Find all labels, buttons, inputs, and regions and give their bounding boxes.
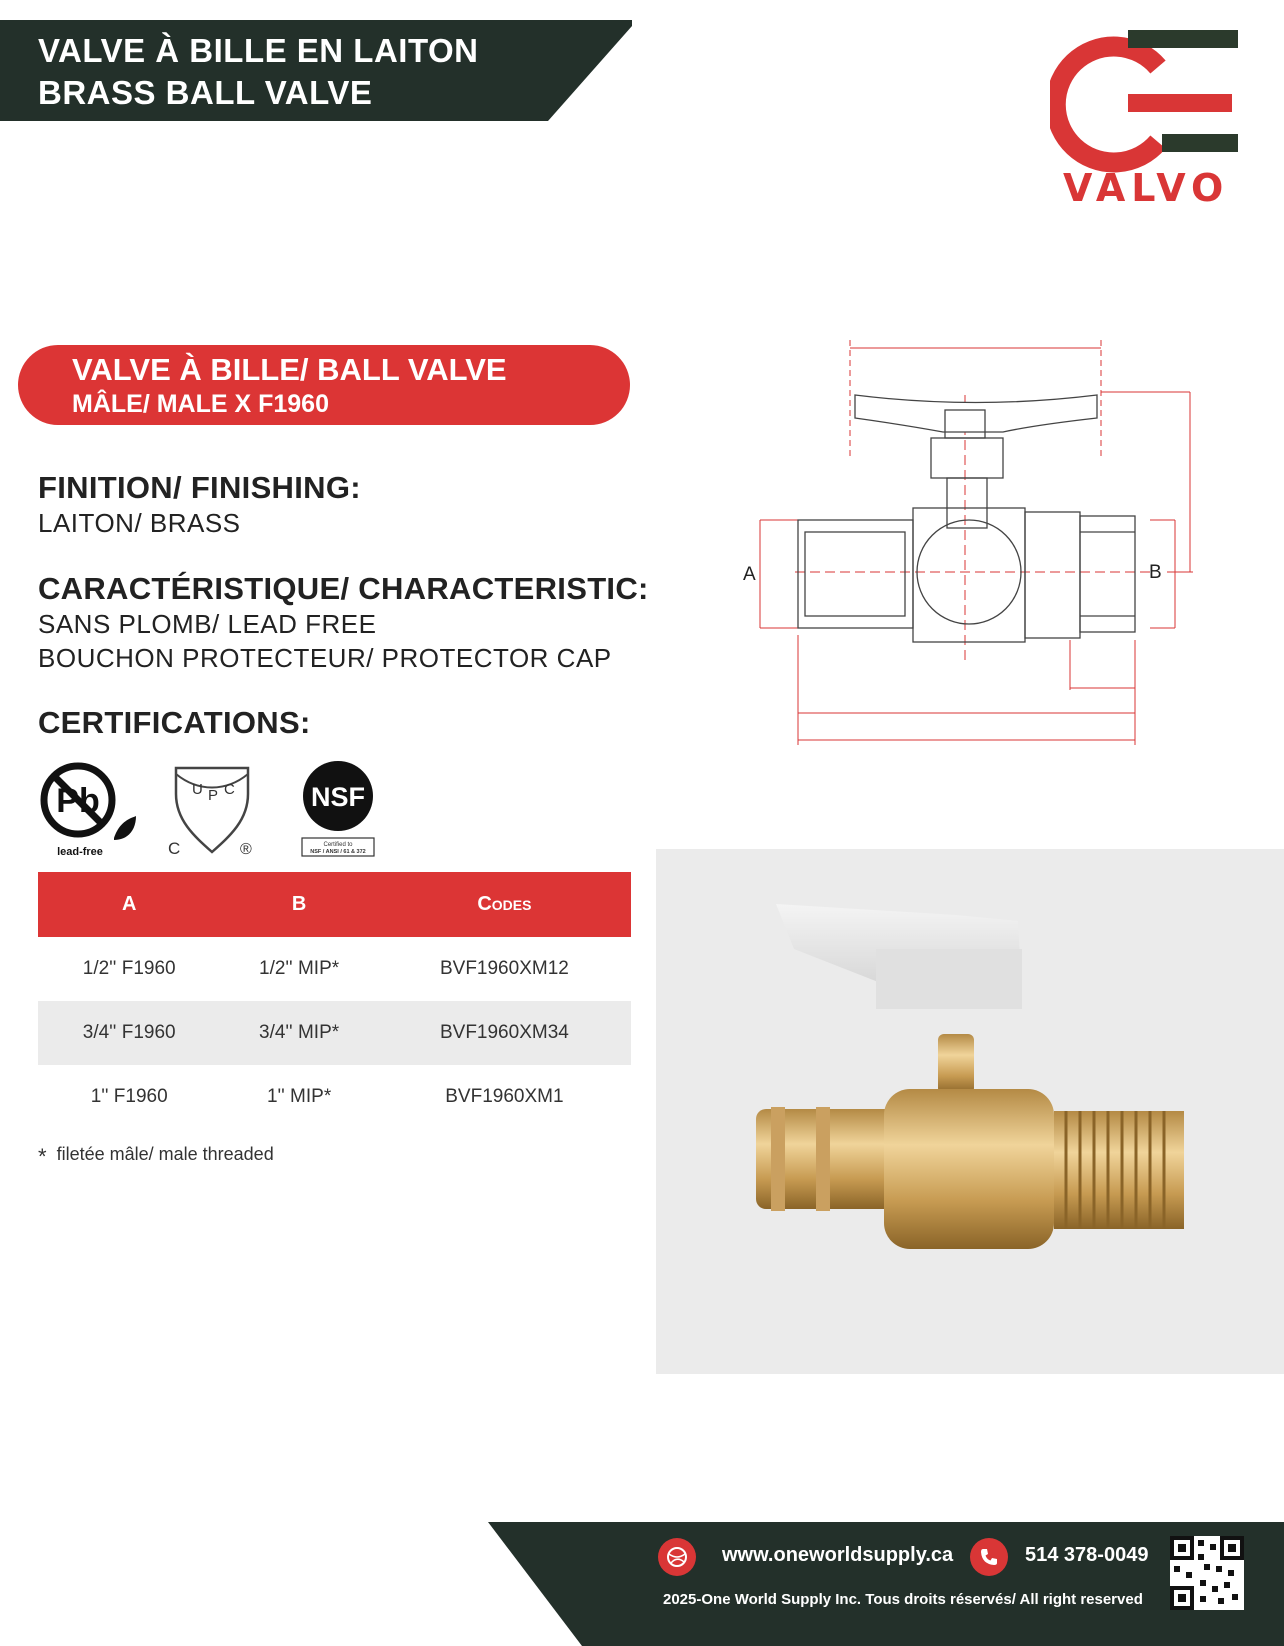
characteristic-value-2: BOUCHON PROTECTEUR/ PROTECTOR CAP [38, 643, 612, 673]
upc-r: ® [240, 841, 252, 858]
upc-letter-c: C [224, 781, 235, 798]
certifications-section [38, 705, 311, 741]
table-row [38, 1065, 631, 1129]
col-codes-header: Codes [378, 872, 631, 937]
product-photo [656, 849, 1284, 1374]
col-b-header: B [220, 872, 377, 937]
ball-valve-image [656, 849, 1284, 1374]
finishing-value: LAITON/ BRASS [38, 508, 241, 538]
cell-code: BVF1960XM1 [445, 1086, 564, 1107]
upc-icon [168, 764, 258, 860]
col-a-header: A [38, 872, 220, 937]
product-line1: VALVE À BILLE/ BALL VALVE [72, 352, 507, 387]
nsf-icon [298, 760, 378, 860]
title-fr: VALVE À BILLE EN LAITON [38, 32, 479, 69]
lead-free-icon [36, 760, 142, 860]
footnote [38, 1144, 274, 1170]
phone-icon [970, 1538, 1008, 1576]
cell-a: 1/2'' F1960 [82, 958, 176, 979]
cell-code: BVF1960XM12 [439, 958, 569, 979]
cell-code: BVF1960XM34 [378, 1001, 631, 1065]
logo-text: VALVO [1063, 166, 1230, 210]
spec-table [38, 872, 631, 1129]
title-en: BRASS BALL VALVE [38, 74, 373, 111]
footer [488, 1522, 1284, 1646]
upc-c: C [168, 839, 181, 858]
product-line2: MÂLE/ MALE X F1960 [72, 390, 329, 418]
globe-icon [658, 1538, 696, 1576]
header-banner [0, 20, 632, 121]
characteristic-value-1: SANS PLOMB/ LEAD FREE [38, 609, 377, 639]
product-pill [18, 345, 630, 425]
cell-b: 1'' MIP* [266, 1086, 332, 1107]
nsf-mark: NSF [311, 782, 365, 812]
lead-free-label: lead-free [57, 846, 103, 858]
finishing-heading: FINITION/ FINISHING: [38, 470, 361, 505]
certifications-heading: CERTIFICATIONS: [38, 705, 311, 740]
footnote-star: * [38, 1144, 47, 1169]
table-row [38, 1001, 631, 1065]
upc-letter-u: U [192, 781, 203, 798]
footnote-text: filetée mâle/ male threaded [56, 1144, 274, 1164]
drawing-label-a: A [743, 564, 756, 585]
page-title [38, 30, 479, 114]
table-header-row [38, 872, 631, 937]
nsf-line2: NSF / ANSI / 61 & 372 [310, 849, 366, 855]
cell-a: 3/4'' F1960 [38, 1001, 220, 1065]
qr-code-icon[interactable] [1170, 1536, 1244, 1610]
characteristic-heading: CARACTÉRISTIQUE/ CHARACTERISTIC: [38, 571, 649, 606]
characteristic-section [38, 571, 649, 675]
cell-a: 1'' F1960 [90, 1086, 168, 1107]
upc-letter-p: P [208, 787, 219, 804]
cell-b: 3/4'' MIP* [220, 1001, 377, 1065]
cell-b: 1/2'' MIP* [259, 958, 340, 979]
footer-website[interactable]: www.oneworldsupply.ca [722, 1544, 954, 1566]
lead-free-symbol: Pb [56, 782, 100, 820]
drawing-label-b: B [1149, 562, 1162, 583]
table-row [38, 937, 631, 1001]
footer-background [488, 1522, 1284, 1646]
footer-copyright: 2025-One World Supply Inc. Tous droits réservés/ All right reserved [663, 1591, 1143, 1608]
footer-phone[interactable]: 514 378-0049 [1025, 1544, 1149, 1566]
nsf-line1: Certified to [323, 842, 353, 848]
finishing-section [38, 470, 361, 540]
technical-drawing [735, 340, 1205, 750]
